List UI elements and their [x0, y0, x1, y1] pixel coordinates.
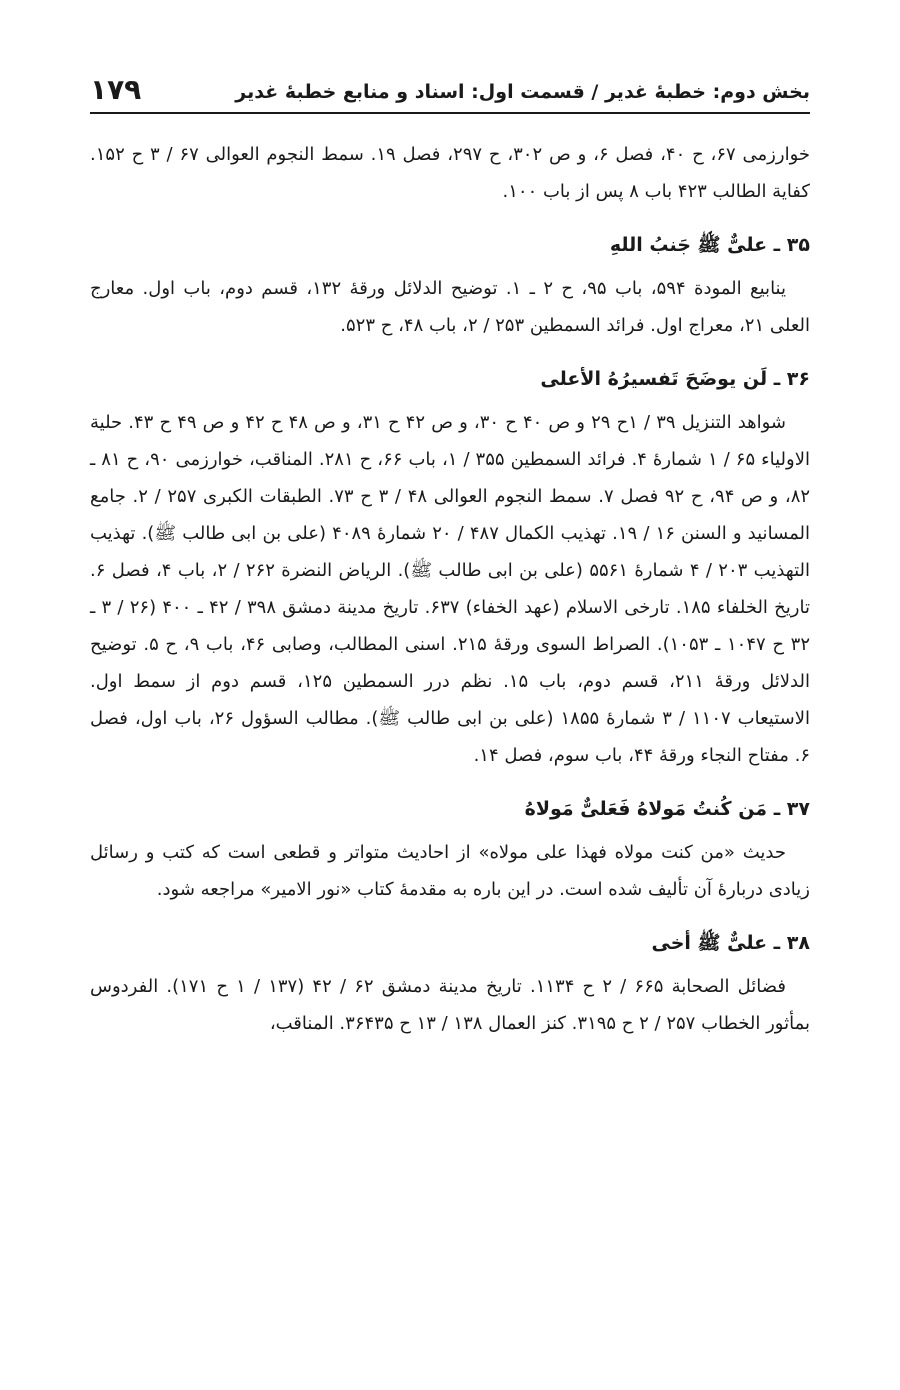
section-37	[90, 794, 810, 908]
header-title: بخش دوم: خطبۀ غدیر / قسمت اول: اسناد و منابع خطبۀ غدیر	[235, 81, 810, 103]
section-text: فضائل الصحابة ۶۶۵ / ۲ ح ۱۱۳۴. تاریخ مدینة دمشق ۶۲ / ۴۲ (۱۳۷ / ۱ ح ۱۷۱). الفردوس بمأثور الخطاب ۲۵۷ / ۲ ح ۳۱۹۵. کنز العمال ۱۳۸ / ۱۳ ح ۳۶۴۳۵. المناقب،	[90, 976, 810, 1034]
section-heading: ۳۸ ـ علیٌّ ﷺ أخی	[651, 932, 810, 954]
page-content	[90, 136, 810, 1042]
section-text: حدیث «من کنت مولاه فهذا علی مولاه» از احادیث متواتر و قطعی است که کتب و رسائل زیادی دربارۀ آن تألیف شده است. در این باره به مقدمۀ کتاب «نور الامیر» مراجعه شود.	[90, 842, 810, 900]
page-number: ۱۷۹	[90, 73, 142, 106]
section-heading: ۳۷ ـ مَن کُنتُ مَولاهُ فَعَلیٌّ مَولاهُ	[524, 798, 810, 820]
intro-paragraph: خوارزمی ۶۷، ح ۴۰، فصل ۶، و ص ۳۰۲، ح ۲۹۷، فصل ۱۹. سمط النجوم العوالی ۶۷ / ۳ ح ۱۵۲. کفایة الطالب ۴۲۳ باب ۸ پس از باب ۱۰۰.	[90, 144, 810, 202]
section-35	[90, 230, 810, 344]
section-heading: ۳۵ ـ علیٌّ ﷺ جَنبُ اللهِ	[609, 234, 810, 256]
section-heading: ۳۶ ـ لَن یوضَحَ تَفسیرُهُ الأعلی	[540, 368, 810, 390]
section-36	[90, 364, 810, 774]
section-text: شواهد التنزیل ۳۹ / ۱ح ۲۹ و ص ۴۰ ح ۳۰، و ص ۴۲ ح ۳۱، و ص ۴۸ ح ۴۲ و ص ۴۹ ح ۴۳. حلیة الاولیاء ۶۵ / ۱ شمارۀ ۴. فرائد السمطین ۳۵۵ / ۱، باب ۶۶، ح ۲۸۱. المناقب، خوارزمی ۹۰، ح ۸۱ ـ ۸۲، و ص ۹۴، ح ۹۲ فصل ۷. سمط النجوم العوالی ۴۸ / ۳ ح ۷۳. الطبقات الکبری ۲۵۷ / ۲. جامع المسانید و السنن ۱۶ / ۱۹. تهذیب الکمال ۴۸۷ / ۲۰ شمارۀ ۴۰۸۹ (علی بن ابی طالب ﷺ). تهذیب التهذیب ۲۰۳ / ۴ شمارۀ ۵۵۶۱ (علی بن ابی طالب ﷺ). الریاض النضرة ۲۶۲ / ۲، باب ۴، فصل ۶. تاریخ الخلفاء ۱۸۵. تارخی الاسلام (عهد الخفاء) ۶۳۷. تاریخ مدینة دمشق ۳۹۸ / ۴۲ ـ ۴۰۰ (۲۶ / ۳ ـ ۳۲ ح ۱۰۴۷ ـ ۱۰۵۳). الصراط السوی ورقۀ ۲۱۵. اسنی المطالب، وصابی ۴۶، باب ۹، ح ۵. توضیح الدلائل ورقۀ ۲۱۱، قسم دوم، باب ۱۵. نظم درر السمطین ۱۲۵، قسم دوم از سمط اول. الاستیعاب ۱۱۰۷ / ۳ شمارۀ ۱۸۵۵ (علی بن ابی طالب ﷺ). مطالب السؤول ۲۶، باب اول، فصل ۶. مفتاح النجاء ورقۀ ۴۴، باب سوم، فصل ۱۴.	[90, 412, 811, 766]
document-page	[90, 60, 810, 1360]
section-text: ینابیع المودة ۵۹۴، باب ۹۵، ح ۲ ـ ۱. توضیح الدلائل ورقۀ ۱۳۲، قسم دوم، باب اول. معارج العلی ۲۱، معراج اول. فرائد السمطین ۲۵۳ / ۲، باب ۴۸، ح ۵۲۳.	[90, 278, 810, 336]
running-header	[90, 60, 810, 114]
section-38	[90, 928, 810, 1042]
